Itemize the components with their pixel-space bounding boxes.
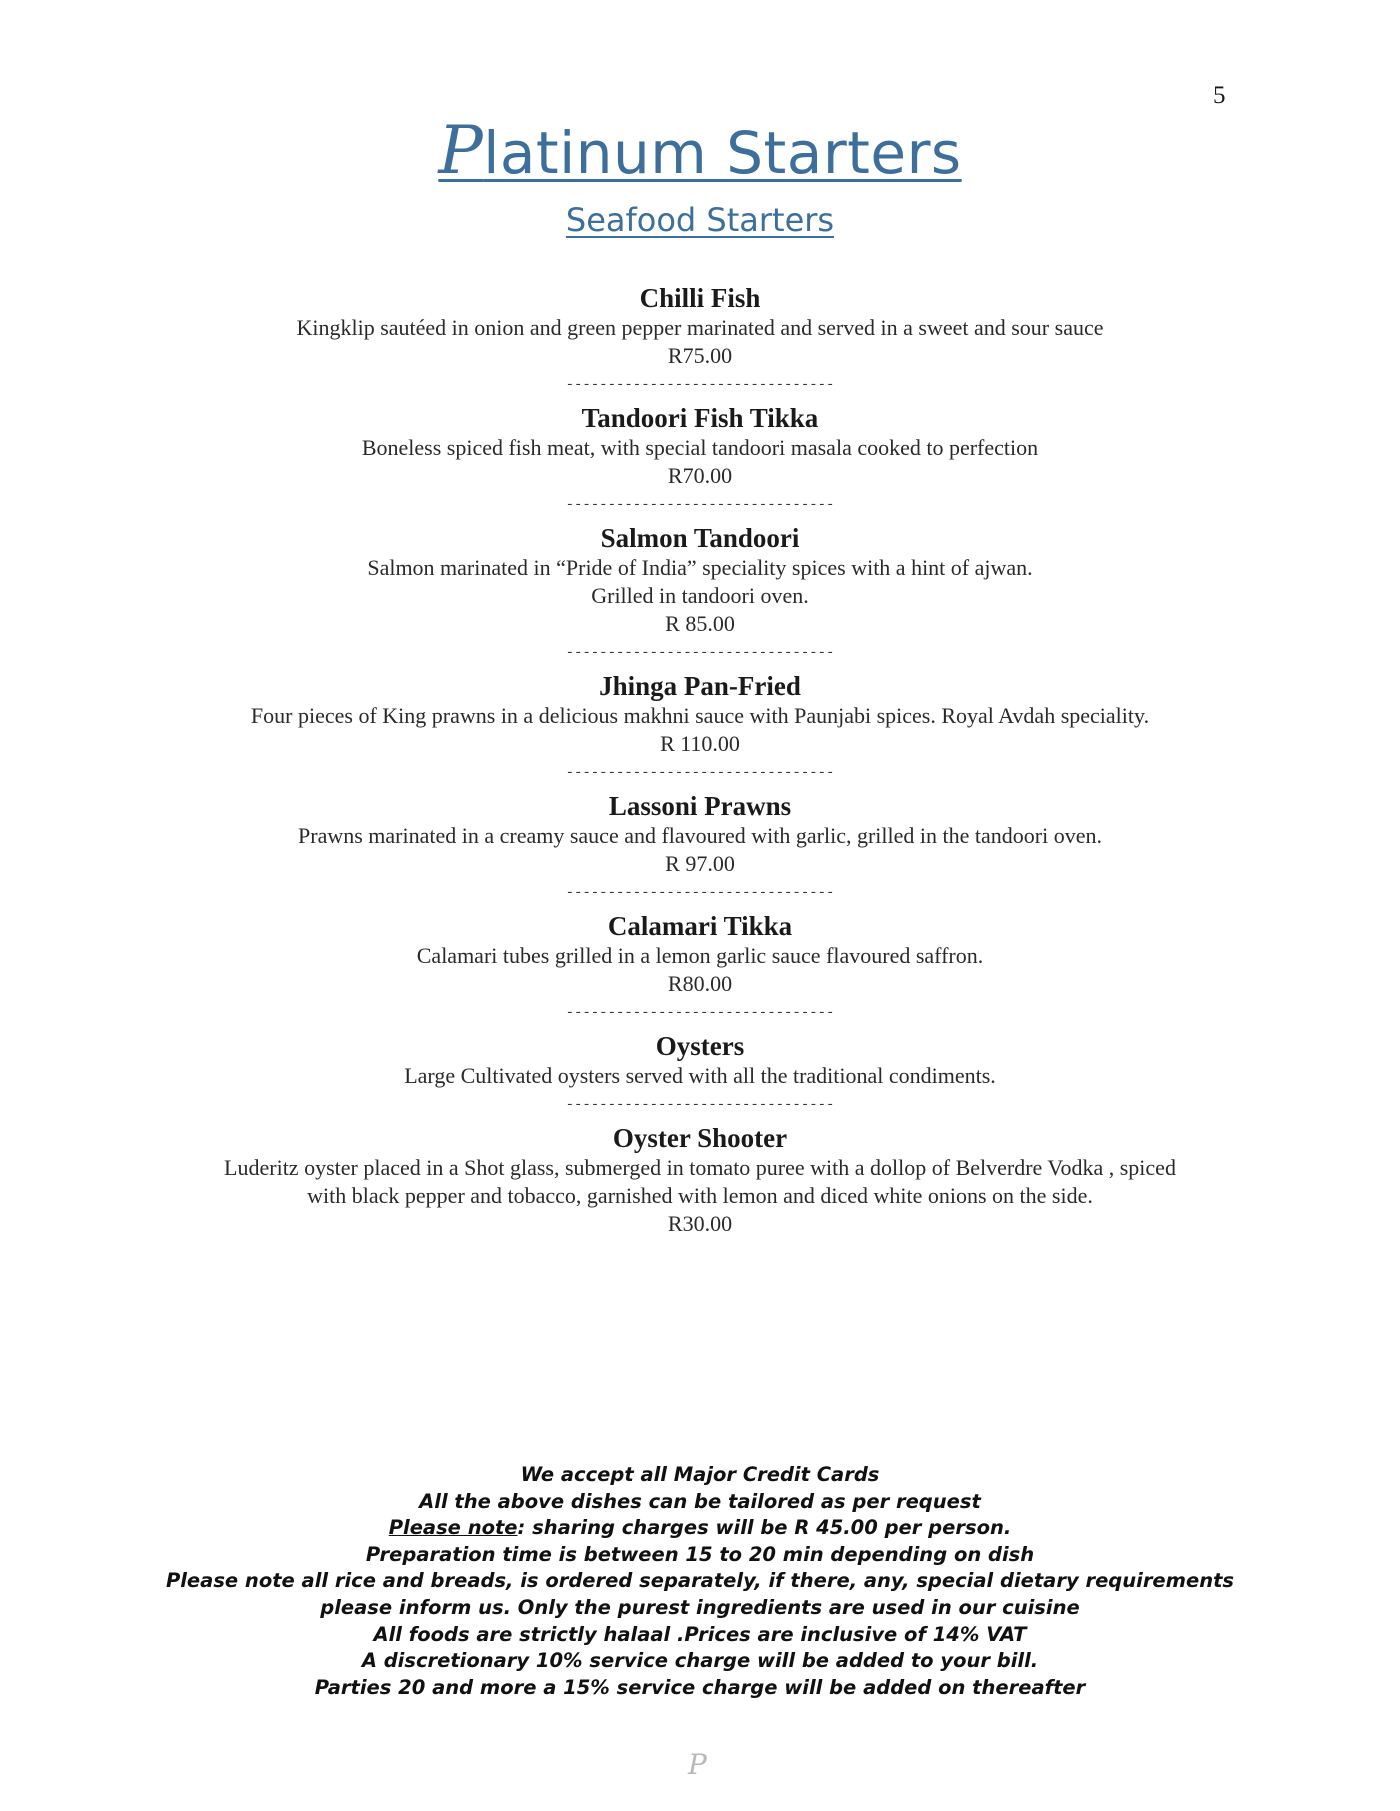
- item-divider: --------------------------------: [565, 645, 835, 661]
- menu-item: [0, 790, 1400, 878]
- title-block: [0, 112, 1400, 240]
- title-rest: latinum Starters: [483, 119, 962, 187]
- item-divider: --------------------------------: [565, 765, 835, 781]
- item-divider: --------------------------------: [565, 1005, 835, 1021]
- item-divider: --------------------------------: [565, 885, 835, 901]
- note-line: please inform us. Only the purest ingredients are used in our cuisine: [320, 1595, 1080, 1619]
- menu-item-name: Salmon Tandoori: [600, 523, 800, 553]
- menu-item-description: Salmon marinated in “Pride of India” speciality spices with a hint of ajwan.: [367, 555, 1033, 580]
- page-title: [438, 112, 962, 189]
- menu-item-name: Lassoni Prawns: [608, 791, 792, 821]
- menu-item-price: R75.00: [667, 343, 733, 368]
- menu-item: [0, 1122, 1400, 1238]
- note-line: All foods are strictly halaal .Prices are inclusive of 14% VAT: [373, 1622, 1027, 1646]
- note-line: A discretionary 10% service charge will be added to your bill.: [361, 1649, 1039, 1673]
- item-divider: --------------------------------: [565, 1097, 835, 1113]
- menu-item-name: Oysters: [655, 1031, 745, 1061]
- menu-item: [0, 1030, 1400, 1090]
- note-text: : sharing charges will be R 45.00 per person.: [517, 1516, 1012, 1540]
- menu-item-description: Luderitz oyster placed in a Shot glass, submerged in tomato puree with a dollop of Belverdre Vodka , spiced: [224, 1155, 1176, 1180]
- menu-item-description: Large Cultivated oysters served with all the traditional condiments.: [404, 1063, 996, 1088]
- menu-item-price: R 97.00: [665, 851, 735, 876]
- menu-item-name: Calamari Tikka: [607, 911, 793, 941]
- menu-item-name: Jhinga Pan-Fried: [599, 671, 801, 701]
- menu-item: [0, 402, 1400, 490]
- menu-item: [0, 522, 1400, 638]
- footer-logo-icon: P: [688, 1748, 707, 1781]
- page-number: 5: [1213, 82, 1226, 109]
- menu-item-name: Tandoori Fish Tikka: [581, 403, 819, 433]
- menu-item-description: Boneless spiced fish meat, with special tandoori masala cooked to perfection: [361, 435, 1039, 460]
- title-initial: P: [438, 112, 484, 189]
- note-line: Please note all rice and breads, is ordered separately, if there, any, special dietary requirements: [165, 1569, 1235, 1593]
- menu-item-price: R80.00: [667, 971, 733, 996]
- note-line: We accept all Major Credit Cards: [520, 1463, 880, 1486]
- menu-item-description: Calamari tubes grilled in a lemon garlic sauce flavoured saffron.: [416, 943, 984, 968]
- section-subtitle: Seafood Starters: [565, 201, 835, 239]
- menu-item-description: Prawns marinated in a creamy sauce and flavoured with garlic, grilled in the tandoori oven.: [298, 823, 1102, 848]
- menu-item: [0, 910, 1400, 998]
- note-line: All the above dishes can be tailored as per request: [419, 1489, 981, 1513]
- item-divider: --------------------------------: [565, 497, 835, 513]
- menu-item-description: Kingklip sautéed in onion and green pepper marinated and served in a sweet and sour sauce: [296, 315, 1104, 340]
- menu-item-name: Chilli Fish: [639, 283, 761, 313]
- menu-item: [0, 282, 1400, 370]
- note-line: Preparation time is between 15 to 20 min depending on dish: [365, 1542, 1035, 1566]
- note-line: [0, 1515, 1400, 1542]
- menu-notes: [0, 1462, 1400, 1701]
- menu-item-name: Oyster Shooter: [612, 1123, 788, 1153]
- note-label: Please note: [388, 1516, 518, 1540]
- note-line: Parties 20 and more a 15% service charge will be added on thereafter: [314, 1675, 1086, 1699]
- menu-item: [0, 670, 1400, 758]
- menu-list: [0, 280, 1400, 1238]
- menu-item-price: R30.00: [667, 1211, 733, 1236]
- menu-item-price: R 110.00: [660, 731, 740, 756]
- menu-item-description: Grilled in tandoori oven.: [591, 583, 809, 608]
- item-divider: --------------------------------: [565, 377, 835, 393]
- menu-item-price: R70.00: [667, 463, 733, 488]
- menu-item-description: Four pieces of King prawns in a delicious makhni sauce with Paunjabi spices. Royal Avdah speciality.: [250, 703, 1150, 728]
- menu-item-price: R 85.00: [665, 611, 735, 636]
- menu-item-description: with black pepper and tobacco, garnished with lemon and diced white onions on the side.: [307, 1183, 1093, 1208]
